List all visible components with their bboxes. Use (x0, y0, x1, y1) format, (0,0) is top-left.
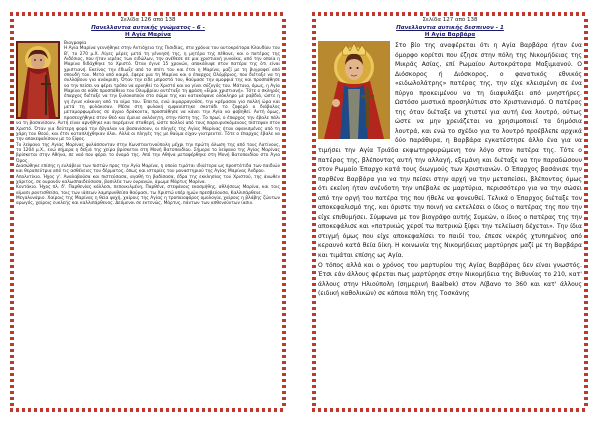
saint-name: Η Αγία Βαρβάρα (424, 32, 476, 38)
saint-name: Η Αγία Μαρίνα (125, 32, 171, 38)
body-text: Στο βίο της αναφέρεται ότι η Αγία Βαρβάρα ήταν ένα όμορφο κορίτσι που έζησε στην πόλη της Νικομήδειας της Μικράς Ασίας, επί Ρωμαίου Αυτοκράτορα Μαξιμιανού. Ο Διόσκορος ή Διόσκορος, ο φανατικός εθνικός «ειδωλολάτρης» πατέρας της, την είχε κλεισμένη σε ένα πύργο προκειμένου να τη διαφυλάξει από μνηστήρες. Ωστόσο μυστικά προσηλύτισε στο Χριστιανισμό. Ο πατέρας της όταν διέταξε να χτιστεί για αυτή ένα λουτρό, ούτως ώστε να μην χρειάζεται να χρησιμοποιεί τα δημόσια λουτρά, και ενώ το σχέδιο για το λουτρό προέβλεπε αρχικά δύο παράθυρα, η Βαρβάρα εγκατέστησε άλλο ένα για να τιμήσει την Αγία Τριάδα εκφωτηρφυρώμενη τον λόγο στον πατέρα της. Τότε ο πατέρας της, βλέποντας αυτή την αλλαγή, εξεμάνη και διέταξε να την παραδώσουν στον Ρωμαίο Έπαρχο κατά τους διωγμούς των Χριστιανών. Ο Έπαρχος βασάνισε την παρθένα Βαρβάρα για να την πείσει στην αρχή να την μεταπείσει, βλέποντας όμως ότι εκείνη ήταν ανένδοτη την υπέβαλε σε μαρτύρια, περισσότερο για να την σώσει από την οργή του πατέρα της που ήθελε να φονευθεί. Τελικά ο Έπαρχος διέταξε τον αποκεφαλισμό της, και όριστε την ποινή να εκτελέσει ο ίδιος ο πατέρας της που την είχε επιθυμήσει. Σύμφωνα με τον βιογράφο αυτής Συμεών, ο ίδιος ο πατέρας της την αποκεφάλισε και «πατρικώς χερσί τω πατρικώ ξίφει την τελείωση δέχεται». Την ίδια στιγμή όμως που είχε αποκεφαλίσει το παιδί του, έπεσε νεκρός χτυπημένος από κεραυνό κατά θεία δίκη. Η κοινωνία της Νικομήδειας μαρτύρησε μαζί με τη Βαρβάρα και τιμάται επίσης ως Αγία. Ο τόπος αλλά και ο χρόνος του μαρτυρίου της Αγίας Βαρβάρας δεν είναι γνωστός. Έτσι εάν άλλους φέρεται πως μαρτύρησε στην Νικομήδεια της Βιθυνίας το 210, κατ' άλλους στην Ηλιούπολη (σημερινή Baalbek) στον Λίβανο το 360 και κατ' άλλους (ειδική καθολικών) σε κάποια πόλη της Τοσκάνης (318, 42, 582, 298)
left-page (4, 6, 292, 418)
saint-icon-image (318, 41, 390, 139)
saint-icon-image (16, 41, 60, 119)
page-number: Σελίδα 127 από 138 (422, 17, 478, 23)
left-page-content (16, 16, 280, 408)
page-number: Σελίδα 126 από 138 (120, 17, 176, 23)
page-title: Πανελλαντια αυτικής δεσπινον - 1 (396, 25, 504, 31)
page-title: Πανελλαντια αυτικής γνώματος - 6 - (91, 25, 205, 31)
right-page (306, 6, 594, 418)
body-text: Βιογραφία Η Αγία Μαρίνα γεννήθηκε στην Αντιόχεια της Πισιδίας, στα χρόνια του αυτοκράτορα Κλαυδίου του Β', το 270 μ.Χ. Λίγες μέρες μετά τη γέννησή της, η μητέρα της πέθανε, και ο πατέρας της Αιδέσιος, που ήταν ιερέας των ειδώλων, την ανέθεσε σε μια χριστιανή γυναίκα, από την οποία η Μαρίνα διδάχθηκε το Χριστό. Όταν έγινε 15 χρονών, αποκάλυψε στον πατέρα της ότι είναι χριστιανή. Εκείνος την έδιωξε από το σπίτι του και έτσι η Μαρίνα, μαζί με τη βυγραφεί από σπουδή του. Μετά από καιρό, έφερε μια τη Μαρίνα και ο έπαρχος Ολύμβριος, που διέταξε να τη συλλάβουν για ανάκριση. Όταν την είδε μπροστά του, θαύμασε την ομορφιά της και προσπάθησε να την πείσει να φέρει τρόπο να αρνηθεί το Χριστό και να γίνει σύζυγός του. Μάταια, όμως, η Αγία Μαρίνα σε κάθε προσπάθεια του Ολυμβρίου αντέταξε τη φράση «Είμαι χριστιανή». Τότε ο σκληρός έπαρχος διέταξε να την ξυλοκοπούν στο σώμα της και κατακόψανε ολόκληρο με ραβδιά, ώστε η γη έγινε κόκκινη από το αίμα του. Έπειτα, ενώ αιμορραγούσε, την κρέμασαν για πολλή ώρα και μετά τη φυλάκισαν. Μέσα στη φυλακή εμφανίστηκε σκοτάδι το ζοφερό ο διάβολος μεταμορφωμένος σε άγριο δράκοντα, προσπάθησε να κάνει την Αγία να φοβηθεί. Αυτή όμως, προσευχήθηκε στον Θεό και έμεινε ακλόνητη, στην πίστη της. Το πρωί, ο έπαρχος την έβαλε πάλι να τη βασανίσουν. Αυτή είναι αρνήθηκε και παρέμεινε σταθερή, ώστε πολλοί από τους παρευρισκόμενους πίστεψαν στον Χριστό. Όταν για δεύτερη φορά την έβγαλαν να βασανίσουν, οι πληγές της Αγίας Μαρίνας ήταν αφανισμένες από τη χάρη του Θεού, και έτσι καταπλήχθηκαν όλοι. Αλλά οι πληγές της με θαύμα είχαν γιατρευτεί. Τότε ο έπαρχος έβαλε να την αποκεφαλίσουν με το ξίφος. Το λείψανο της Αγίας Μαρίνας φυλάσσονταν στην Κωνσταντινούπολη μέχρι την πρώτη άλωση της από τους Λατίνους, το 1204 μ.Χ., ενώ σήμερα η δεξιά της χείρα βρίσκεται στη Μονή Βατοπαιδίου. Σήμερα το λείψανο της Αγίας Μαρίνας βρίσκεται στην Αθήνα, σε ναό που φέρει το όνομά της. Από την Αθήνα μεταφέρθηκε στη Μονή Βατοπαιδίου στο Άγιο Όρος. Διασώθηκε επίσης η ευλάβεια των πιστών προς την Αγία Μαρίνα, η οποία τιμάται ιδιαίτερα ως προστάτιδα των παιδιών και θεραπεύτρια από τις ασθένειες του δέρματος, όπως και ιστορίες του μοναστηριού της Αγίας Μαρίνας Άνδρου. Απολυτίκιο. Ήχος γ'. Αναλαβούσα και πιστεύσασα, αγαθή τη βαδίσασα, έδρα της εκκλησίας του Χριστού, της άνωθεν χάριτος, σε ουρανόν καλωσπαιδεύσασα, βασιλέα των ουρανών, άμωμε Μάρτυς Μαρίνα. Κοντάκιο. Ήχος πλ. δ'. Παρθενίας κάλλεσι, πεποικιλμένη, Παρθένε, στεφάνοις εκοσμήθης, αθλήσεως Μαρίνα, και τοις αίμασι ραντισθείσα, τοις των ιάσεων λαμπρυνθείσα θαύμασι, τω Χριστώ υπέρ ημών πρεσβεύουσα, Καλλιπάρθενε. Μεγαλυνάριο. Χαίροις της Μαρίνας η θεία ψυχή, χαίροις της Αγίας η τροπαιοφόρος ομολογία, χαίροις η βλάβης ζώντων αρωγός, χαίροις ευκλεής και καλλιπάρθενος. Δεόμενοι σε εκτενώς, Μάρτυς, πάντων των ασθενούντων ίασιν. (16, 41, 280, 207)
right-page-content (318, 16, 582, 408)
